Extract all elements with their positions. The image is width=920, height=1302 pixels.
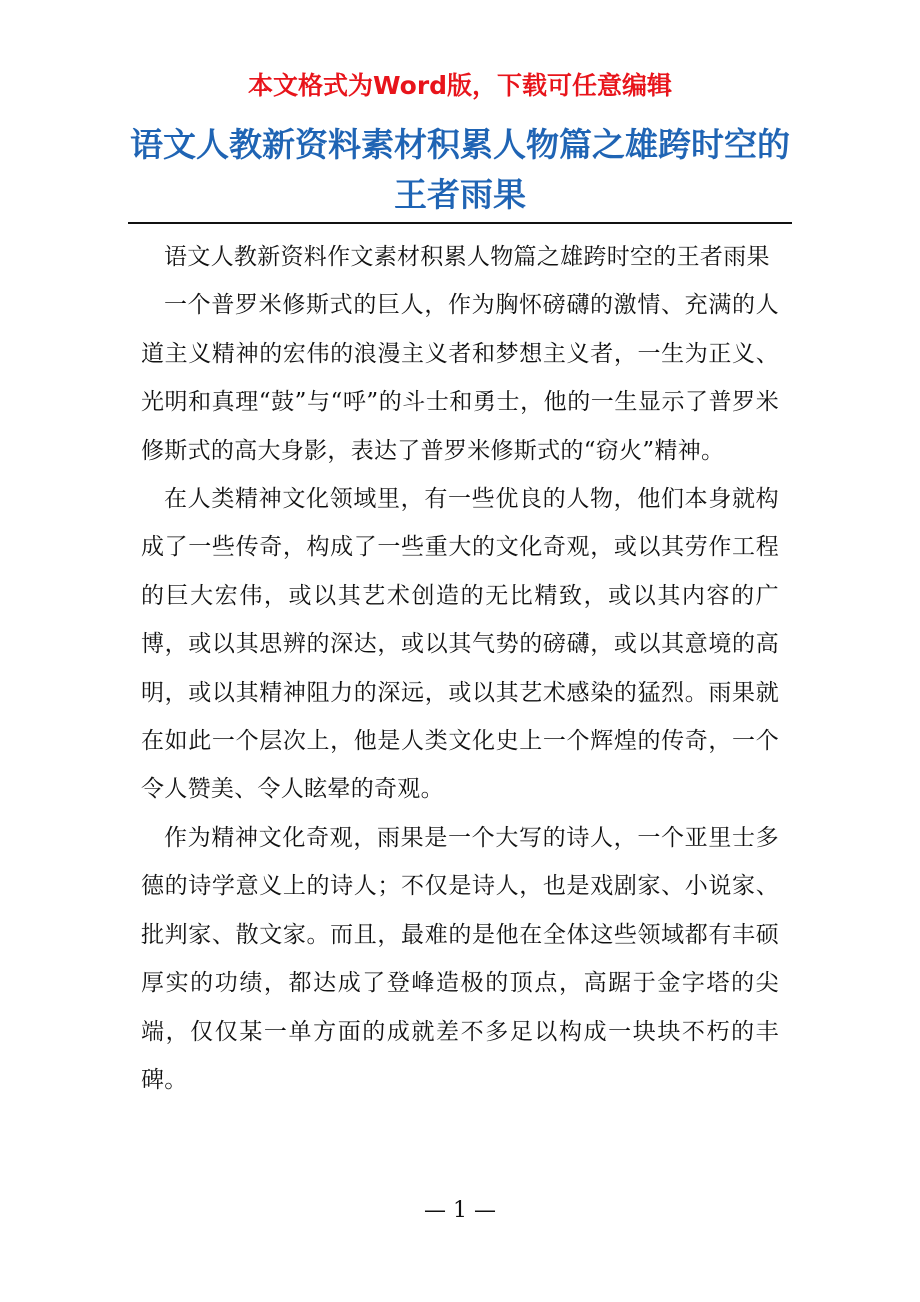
paragraph-cultural-wonders: 在人类精神文化领域里，有一些优良的人物，他们本身就构成了一些传奇，构成了一些重大的文化奇观，或以其劳作工程的巨大宏伟，或以其艺术创造的无比精致，或以其内容的广博，或以其思辨的深达，或以其气势的磅礴，或以其意境的高明，或以其精神阻力的深远，或以其艺术感染的猛烈。雨果就在如此一个层次上，他是人类文化史上一个辉煌的传奇，一个令人赞美、令人眩晕的奇观。 — [141, 486, 779, 803]
document-title: 语文人教新资料素材积累人物篇之雄跨时空的王者雨果 — [130, 125, 790, 214]
paragraph-prometheus: 一个普罗米修斯式的巨人，作为胸怀磅礴的激情、充满的人道主义精神的宏伟的浪漫主义者和梦想主义者，一生为正义、光明和真理“鼓”与“呼”的斗士和勇士，他的一生显示了普罗米修斯式的高大身影，表达了普罗米修斯式的“窃火”精神。 — [141, 292, 779, 464]
format-notice-banner: 本文格式为Word版，下载可任意编辑 — [247, 71, 673, 100]
paragraph-poet: 作为精神文化奇观，雨果是一个大写的诗人，一个亚里士多德的诗学意义上的诗人；不仅是诗人，也是戏剧家、小说家、批判家、散文家。而且，最难的是他在全体这些领域都有丰硕厚实的功绩，都达成了登峰造极的顶点，高踞于金字塔的尖端，仅仅某一单方面的成就差不多足以构成一块块不朽的丰碑。 — [141, 824, 779, 1093]
paragraph-subtitle: 语文人教新资料作文素材积累人物篇之雄跨时空的王者雨果 — [164, 244, 770, 270]
document-body — [141, 233, 779, 1104]
title-divider — [128, 222, 792, 224]
page-number: — 1 — — [424, 1198, 496, 1223]
